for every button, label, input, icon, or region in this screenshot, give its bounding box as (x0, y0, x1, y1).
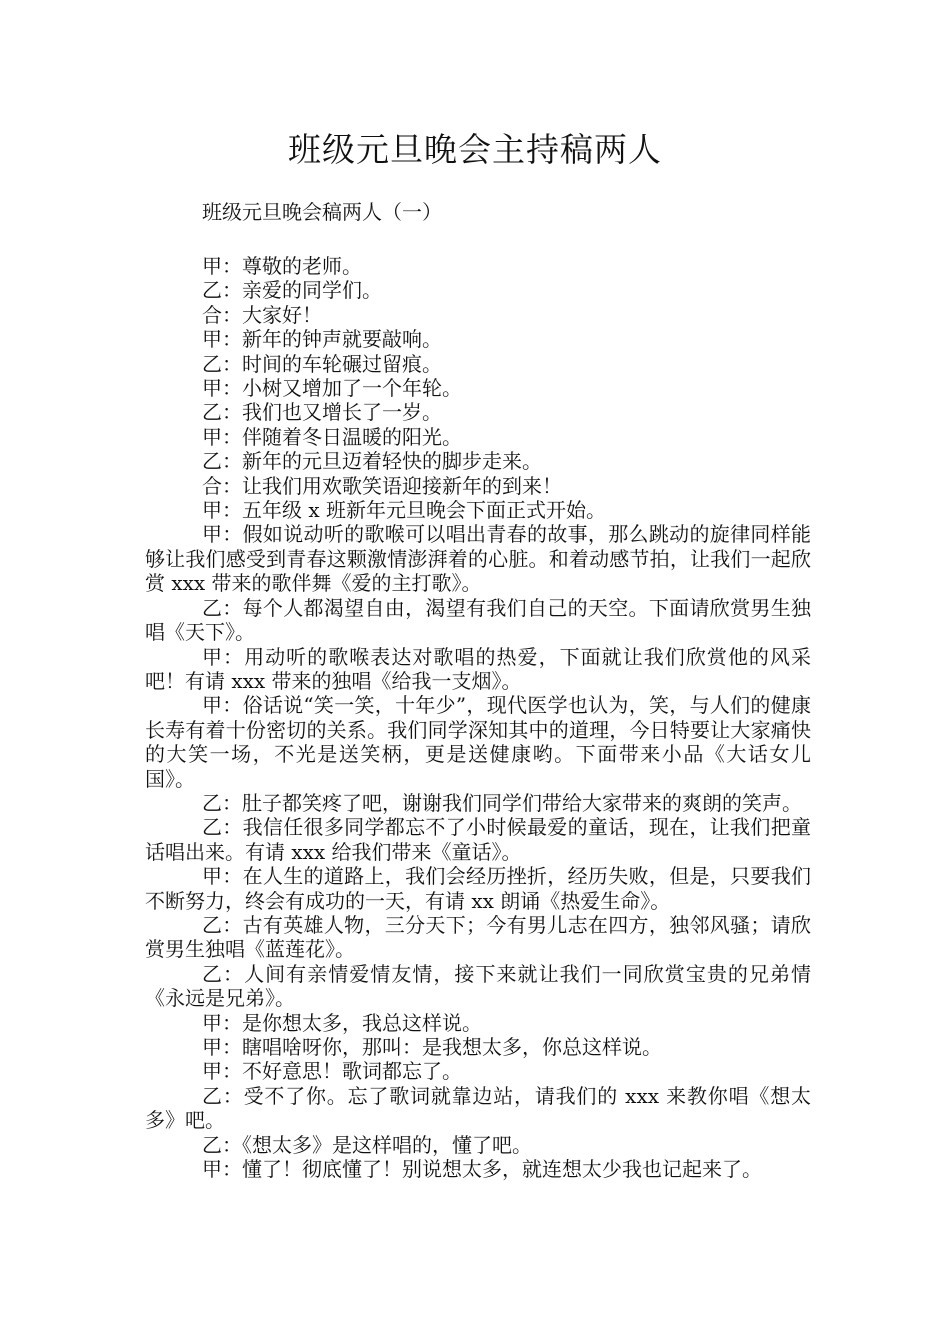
dialogue-line: 甲：俗话说“笑一笑，十年少”，现代医学也认为，笑，与人们的健康长寿有着十份密切的关系。我们同学深知其中的道理，今日特要让大家痛快的大笑一场，不光是送笑柄，更是送健康哟。下面带来小品《大话女儿国》。 (145, 693, 811, 791)
dialogue-line: 合：让我们用欢歌笑语迎接新年的到来！ (202, 473, 562, 498)
dialogue-line: 甲：不好意思！歌词都忘了。 (202, 1059, 462, 1084)
dialogue-line: 甲：假如说动听的歌喉可以唱出青春的故事，那么跳动的旋律同样能够让我们感受到青春这颗激情澎湃着的心脏。和着动感节拍，让我们一起欣赏 xxx 带来的歌伴舞《爱的主打歌》。 (145, 522, 811, 596)
dialogue-line: 乙：人间有亲情爱情友情，接下来就让我们一同欣赏宝贵的兄弟情《永远是兄弟》。 (145, 961, 811, 1011)
dialogue-line: 乙：《想太多》是这样唱的，懂了吧。 (202, 1132, 532, 1157)
dialogue-line: 乙：亲爱的同学们。 (202, 278, 382, 303)
dialogue-line: 乙：肚子都笑疼了吧，谢谢我们同学们带给大家带来的爽朗的笑声。 (202, 790, 802, 815)
dialogue-line: 乙：新年的元旦迈着轻快的脚步走来。 (202, 449, 542, 474)
dialogue-line: 乙：我们也又增长了一岁。 (202, 400, 442, 425)
dialogue-line: 甲：小树又增加了一个年轮。 (202, 376, 462, 401)
dialogue-line: 乙：每个人都渴望自由，渴望有我们自己的天空。下面请欣赏男生独唱《天下》。 (145, 595, 811, 645)
dialogue-line: 乙：古有英雄人物，三分天下；今有男儿志在四方，独邻风骚；请欣赏男生独唱《蓝莲花》。 (145, 912, 811, 962)
script-body (145, 254, 811, 1181)
dialogue-line: 甲：伴随着冬日温暖的阳光。 (202, 424, 462, 449)
dialogue-line: 甲：尊敬的老师。 (202, 254, 362, 278)
dialogue-line: 乙：我信任很多同学都忘不了小时候最爱的童话，现在，让我们把童话唱出来。有请 xxx 给我们带来《童话》。 (145, 815, 811, 864)
dialogue-line: 甲：新年的钟声就要敲响。 (202, 327, 442, 352)
dialogue-line: 甲：懂了！彻底懂了！别说想太多，就连想太少我也记起来了。 (202, 1157, 762, 1182)
dialogue-line: 合：大家好！ (202, 302, 322, 327)
dialogue-line: 甲：瞎唱啥呀你，那叫：是我想太多，你总这样说。 (202, 1035, 662, 1059)
dialogue-line: 甲：用动听的歌喉表达对歌唱的热爱，下面就让我们欣赏他的风采吧！有请 xxx 带来的独唱《给我一支烟》。 (145, 644, 811, 693)
dialogue-line: 乙：受不了你。忘了歌词就靠边站，请我们的 xxx 来教你唱《想太多》吧。 (145, 1083, 811, 1133)
section-heading: 班级元旦晚会稿两人（一） (202, 200, 442, 224)
dialogue-line: 甲：是你想太多，我总这样说。 (202, 1010, 482, 1035)
dialogue-line: 甲：在人生的道路上，我们会经历挫折，经历失败，但是，只要我们不断努力，终会有成功的一天，有请 xx 朗诵《热爱生命》。 (145, 864, 811, 913)
dialogue-line: 乙：时间的车轮碾过留痕。 (202, 351, 442, 376)
dialogue-line: 甲：五年级 x 班新年元旦晚会下面正式开始。 (202, 498, 606, 523)
document-title: 班级元旦晚会主持稿两人 (288, 130, 662, 169)
